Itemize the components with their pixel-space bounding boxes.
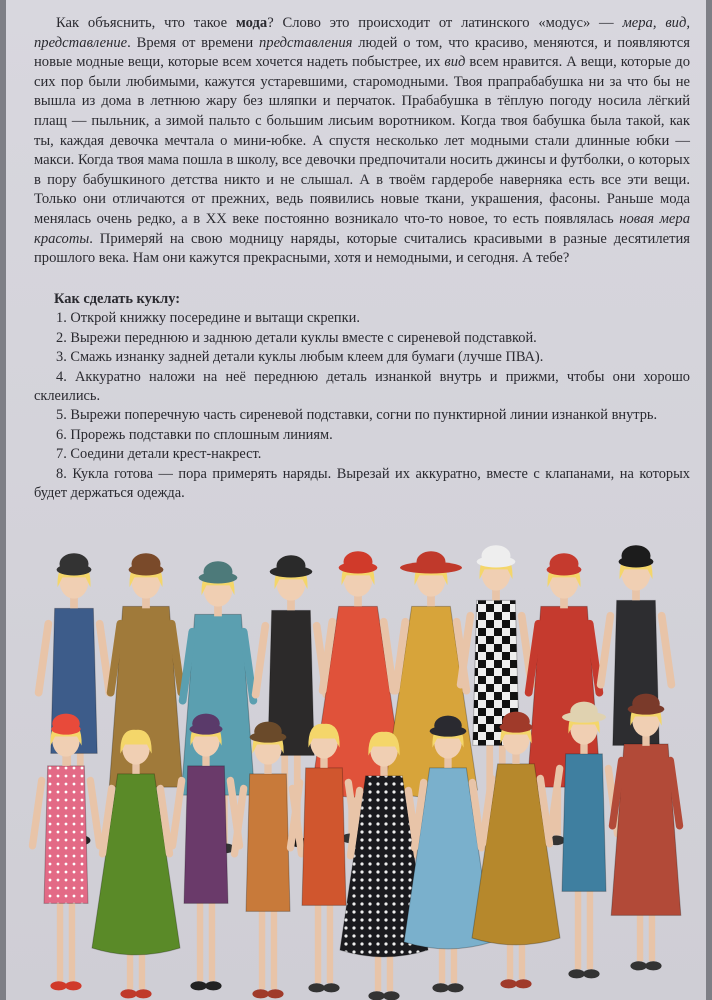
italic-phrase: представления [258, 34, 353, 51]
italic-phrase: мера, вид, представление [34, 15, 690, 51]
instruction-step: 8. Кукла готова — пора примерять наряды. Вырезай их аккуратно, вместе с клапанами, на которых будет держаться одежда. [34, 465, 690, 502]
text-run: всем нравится. А вещи, которые до сих пор были любимыми, кажутся устаревшими, старомодными. Твоя прапрабабушка ни за что бы не вышла из дома в летнюю жару без шляпки и перчаток. Прабабушка в тёплую погоду носила лёгкий плащ — пыльник, а зимой пальто с большим лисьим воротником. Когда твоя бабушка была такой, как ты, каждая девочка мечтала о мини-юбке. А спустя несколько лет модными стали длинные юбки — макси. Когда твоя мама пошла в школу, все девочки предпочитали носить джинсы и футболки, о которых в пору бабушкиного детства никто и не слышал. А в твоём гардеробе наверняка есть все эти вещи. Только они отличаются от прежних, ведь появились новые ткани, украшения, фасоны. Раньше мода менялась очень редко, а в XX веке постоянно возникало что-то новое, то есть появлялась [34, 54, 690, 227]
text-run: ? Слово это происходит от латинского «модус» — [267, 15, 623, 31]
text-run: . Время от времени [127, 34, 259, 51]
text-run: людей о том, что красиво, меняются, и появляются новые модные вещи, которые всем хочется надеть побыстрее, их [34, 34, 690, 71]
text-run: . Примеряй на свою модницу наряды, которые считались красивыми в разные десятилетия прошлого века. Нам они кажутся прекрасными, хотя и немодными, и сегодня. А тебе? [34, 230, 690, 267]
text-run: Как объяснить, что такое [56, 15, 236, 31]
fashion-dolls-illustration [6, 540, 706, 1000]
book-page [6, 0, 706, 1000]
instruction-step: 2. Вырежи переднюю и заднюю детали куклы вместе с сиреневой подставкой. [56, 329, 537, 346]
doll-front-1 [28, 714, 103, 991]
doll-figures [28, 545, 683, 1000]
term-moda: мода [235, 15, 268, 31]
instruction-step: 3. Смажь изнанку задней детали куклы любым клеем для бумаги (лучше ПВА). [56, 349, 544, 366]
intro-paragraph [34, 14, 690, 269]
instruction-step: 4. Аккуратно наложи на неё переднюю деталь изнанкой внутрь и прижми, чтобы они хорошо склеились. [34, 368, 690, 405]
instructions-heading: Как сделать куклу: [54, 291, 181, 307]
instructions [34, 290, 690, 503]
instruction-step: 6. Прорежь подставки по сплошным линиям. [56, 426, 333, 443]
instruction-step: 5. Вырежи поперечную часть сиреневой подставки, согни по пунктирной линии изнанкой внутрь. [56, 407, 658, 424]
instruction-step: 1. Открой книжку посередине и вытащи скрепки. [56, 310, 360, 327]
italic-phrase: вид [444, 54, 466, 71]
italic-phrase: новая мера красоты [34, 210, 690, 247]
instruction-step: 7. Соедини детали крест-накрест. [56, 446, 262, 463]
